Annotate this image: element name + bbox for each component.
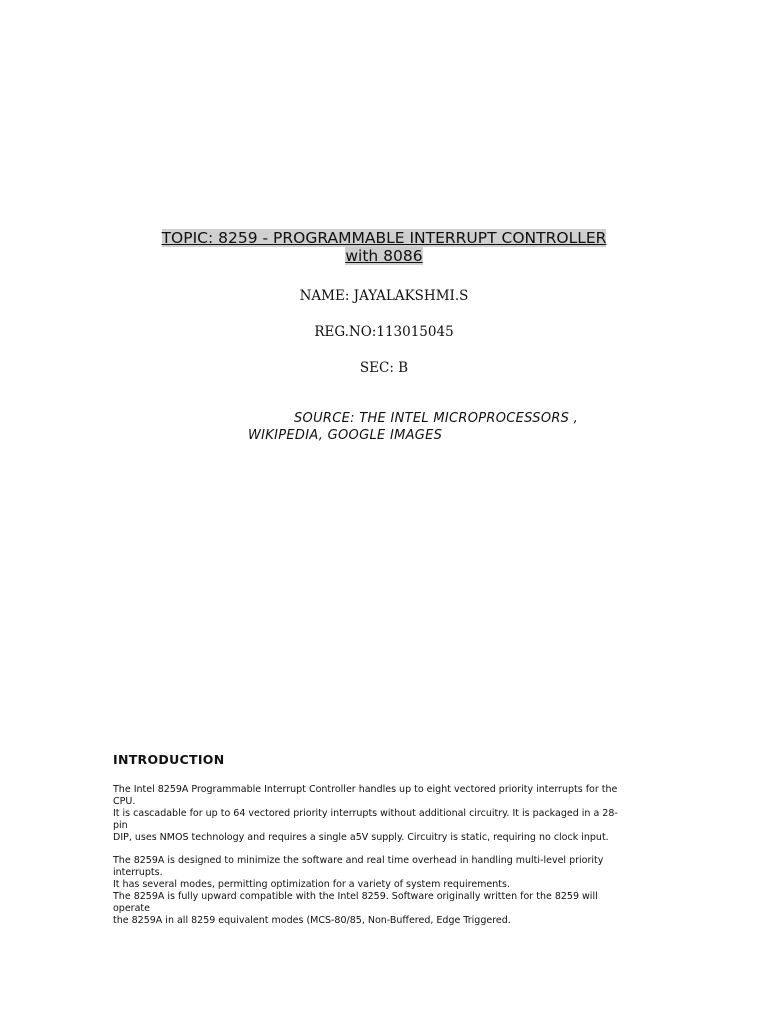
author-name: NAME: JAYALAKSHMI.S: [299, 288, 469, 304]
paragraph-line: the 8259A in all 8259 equivalent modes (MCS-80/85, Non-Buffered, Edge Triggered.: [113, 915, 511, 926]
paragraph-line: operate: [113, 903, 150, 914]
topic-title: [120, 229, 648, 265]
introduction-paragraph-1: [113, 784, 653, 844]
source-line2: WIKIPEDIA, GOOGLE IMAGES: [248, 428, 443, 443]
topic-title-line1: TOPIC: 8259 - PROGRAMMABLE INTERRUPT CONTROLLER: [161, 229, 607, 247]
source-line1: SOURCE: THE INTEL MICROPROCESSORS ,: [294, 411, 579, 426]
paragraph-line: pin: [113, 820, 128, 831]
paragraph-line: It has several modes, permitting optimization for a variety of system requirements.: [113, 879, 510, 890]
paragraph-line: The Intel 8259A Programmable Interrupt Controller handles up to eight vectored priority interrupts for the: [113, 784, 618, 795]
paragraph-line: The 8259A is designed to minimize the software and real time overhead in handling multi-level priority: [113, 855, 604, 866]
introduction-paragraph-2: [113, 855, 653, 927]
section: SEC: B: [359, 360, 409, 376]
paragraph-line: DIP, uses NMOS technology and requires a single a5V supply. Circuitry is static, requiring no clock input.: [113, 832, 609, 843]
introduction-heading: INTRODUCTION: [113, 752, 225, 767]
paragraph-line: It is cascadable for up to 64 vectored priority interrupts without additional circuitry. It is packaged in a 28-: [113, 808, 618, 819]
paragraph-line: CPU.: [113, 796, 136, 807]
source-credit: [248, 410, 668, 444]
paragraph-line: The 8259A is fully upward compatible with the Intel 8259. Software originally written for the 8259 will: [113, 891, 598, 902]
paragraph-line: interrupts.: [113, 867, 163, 878]
topic-title-line2: with 8086: [345, 247, 423, 265]
registration-number: REG.NO:113015045: [314, 324, 454, 340]
